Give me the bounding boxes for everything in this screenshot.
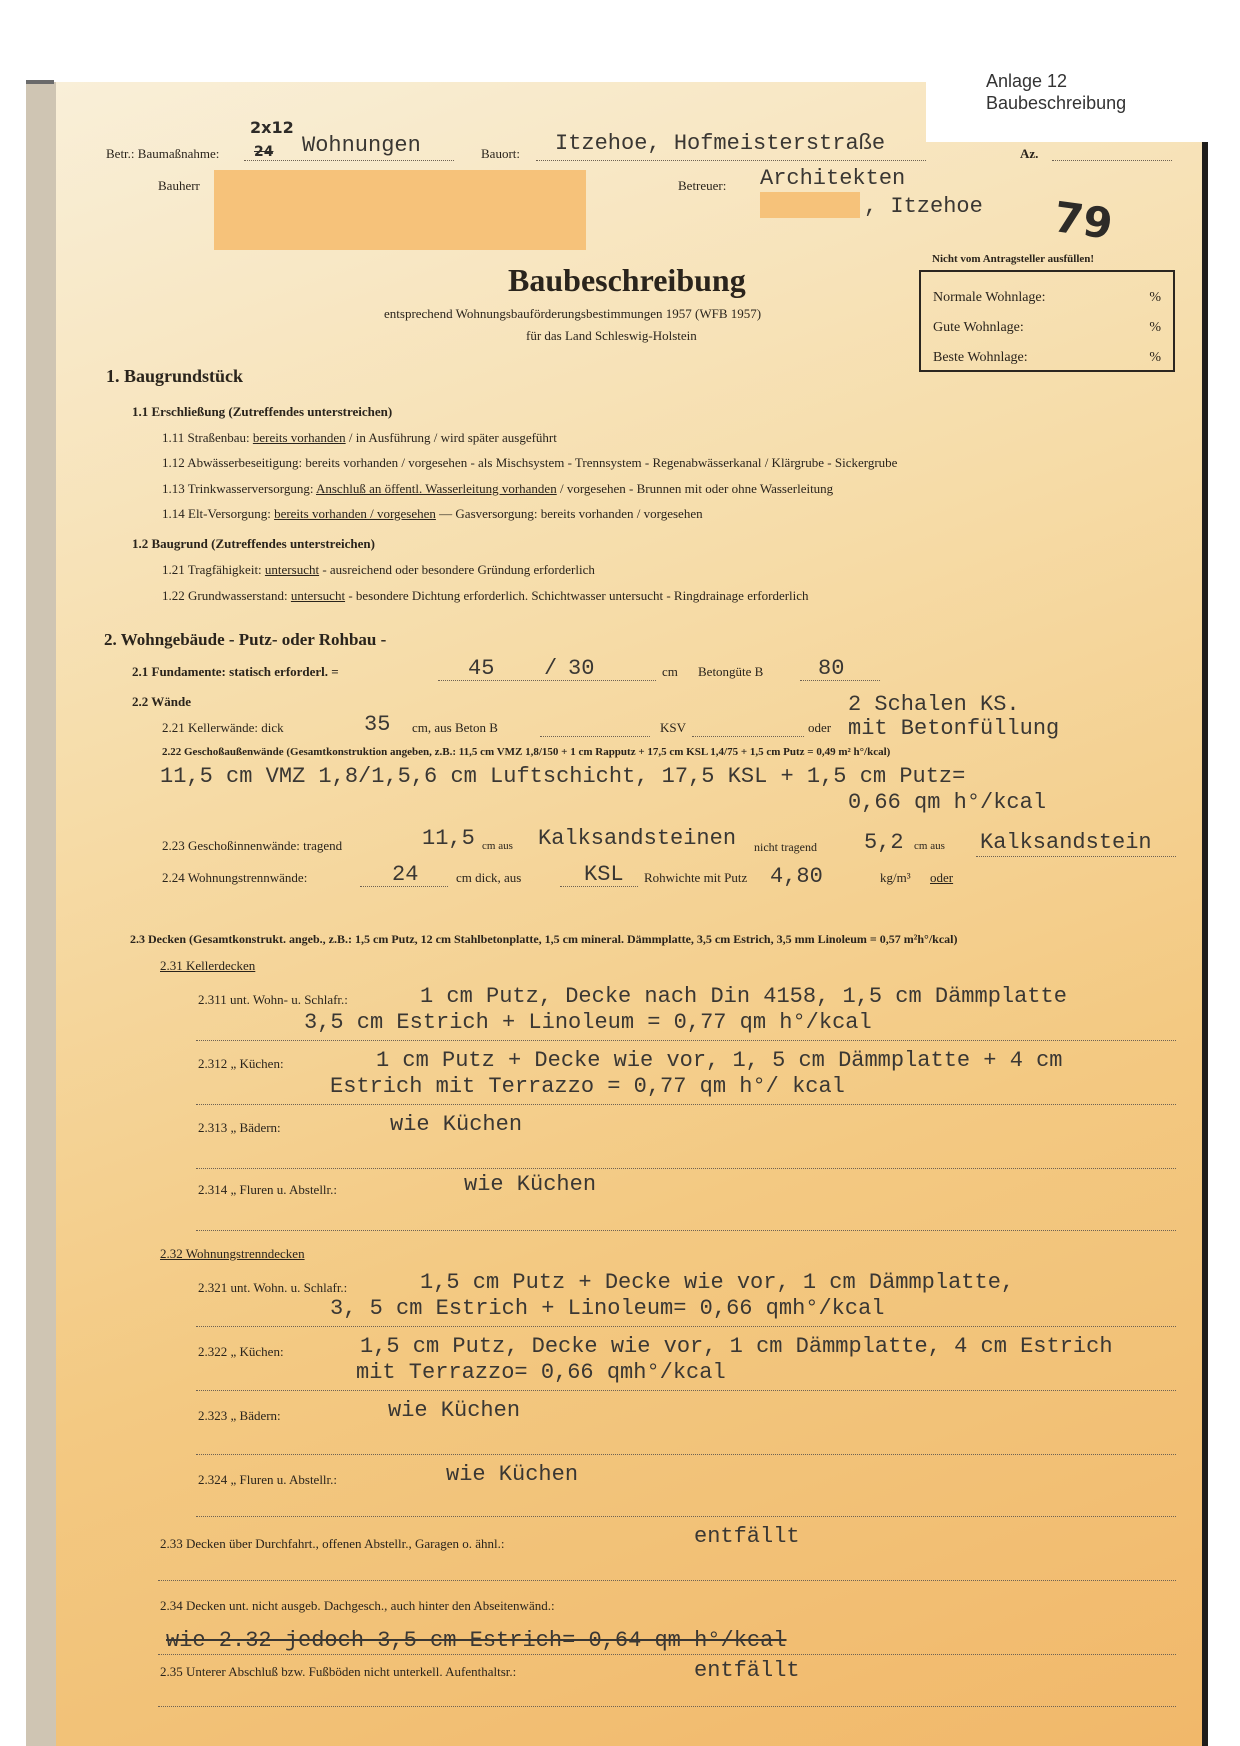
innenwaende-cm-aus-1: cm aus	[482, 840, 513, 852]
geschossaussenwaende-typed-2: 0,66 qm h°/kcal	[848, 790, 1047, 815]
kellerwaende-ksv-line	[692, 736, 804, 737]
td-2321-typed-1: 1,5 cm Putz + Decke wie vor, 1 cm Dämmplatte,	[420, 1270, 1015, 1295]
kd-2313-line	[196, 1168, 1176, 1169]
kd-2314-typed: wie Küchen	[464, 1172, 597, 1197]
td-2323-typed: wie Küchen	[388, 1398, 521, 1423]
betreuer-label: Betreuer:	[678, 178, 727, 193]
wohnlage-beste-unit: %	[1149, 350, 1161, 365]
td-2323-line	[196, 1454, 1176, 1455]
trenndecken-heading: 2.32 Wohnungstrenndecken	[160, 1246, 305, 1261]
geschossaussenwaende-label: 2.22 Geschoßaußenwände (Gesamtkonstruktion angeben, z.B.: 11,5 cm VMZ 1,8/150 + 1 cm Rapputz + 17,5 cm KSL 1,4/75 + 1,5 cm Putz = 0,49 m² h°/kcal)	[162, 746, 891, 758]
waende-heading: 2.2 Wände	[132, 694, 191, 709]
d-235-label: 2.35 Unterer Abschluß bzw. Fußböden nicht unterkell. Aufenthaltsr.:	[160, 1664, 517, 1679]
betreuer-line2: , Itzehoe	[864, 194, 983, 219]
kd-2311-typed-2: 3,5 cm Estrich + Linoleum = 0,77 qm h°/kcal	[304, 1010, 872, 1035]
decken-heading: 2.3 Decken (Gesamtkonstrukt. angeb., z.B.: 1,5 cm Putz, 12 cm Stahlbetonplatte, 1,5 cm mineral. Dämmplatte, 3,5 cm Estrich, 3,5 mm Linoleum = 0,57 m²h°/kcal)	[130, 932, 958, 946]
measure-value: Wohnungen	[302, 133, 421, 158]
kd-2312-typed-2: Estrich mit Terrazzo = 0,77 qm h°/ kcal	[330, 1074, 845, 1099]
az-line	[1052, 160, 1172, 161]
td-2321-label: 2.321 unt. Wohn. u. Schlafr.:	[198, 1280, 348, 1295]
doc-title: Baubeschreibung	[508, 262, 746, 298]
bauort-line	[536, 160, 926, 161]
trennwaende-mat-line	[560, 886, 638, 887]
betongute-label: Betongüte B	[698, 664, 764, 679]
line-1-14: 1.14 Elt-Versorgung: bereits vorhanden / vorgesehen — Gasversorgung: bereits vorhanden / vorgesehen	[162, 506, 703, 521]
section-1-1-heading: 1.1 Erschließung (Zutreffendes unterstreichen)	[132, 404, 393, 419]
hand-count: 2x12	[250, 118, 294, 137]
section-2-heading: 2. Wohngebäude - Putz- oder Rohbau -	[104, 630, 387, 649]
annex-line1: Anlage 12	[986, 71, 1068, 91]
line-1-22: 1.22 Grundwasserstand: untersucht - besondere Dichtung erforderlich. Schichtwasser untersucht - Ringdrainage erforderlich	[162, 588, 809, 603]
kd-2312-typed-1: 1 cm Putz + Decke wie vor, 1, 5 cm Dämmplatte + 4 cm	[376, 1048, 1063, 1073]
kd-2313-label: 2.313 „ Bädern:	[198, 1120, 281, 1135]
d-234-typed: wie 2.32 jedoch 3,5 cm Estrich= 0,64 qm h°/kcal	[166, 1628, 787, 1653]
bauherr-label: Bauherr	[158, 178, 200, 193]
kellerwaende-typed-2: mit Betonfüllung	[848, 716, 1060, 741]
innenwaende-label: 2.23 Geschoßinnenwände: tragend	[162, 838, 343, 853]
az-label: Az.	[1020, 146, 1039, 161]
kellerwaende-label: 2.21 Kellerwände: dick	[162, 720, 284, 735]
page-edge	[1202, 140, 1208, 1746]
d-233-typed: entfällt	[694, 1524, 800, 1549]
wohnlage-box	[919, 270, 1175, 372]
kellerwaende-mid: cm, aus Beton B	[412, 720, 498, 735]
office-use-note: Nicht vom Antragsteller ausfüllen!	[932, 253, 1095, 265]
line-1-13: 1.13 Trinkwasserversorgung: Anschluß an öffentl. Wasserleitung vorhanden / vorgesehen - Brunnen mit oder ohne Wasserleitung	[162, 481, 834, 496]
trennwaende-val: 24	[392, 862, 419, 887]
kd-2311-line	[196, 1040, 1176, 1041]
redacted-betreuer	[760, 192, 860, 218]
annex-label	[926, 62, 1226, 142]
line-1-11: 1.11 Straßenbau: bereits vorhanden / in Ausführung / wird später ausgeführt	[162, 430, 557, 445]
wohnlage-normal-label: Normale Wohnlage:	[933, 290, 1046, 305]
kellerwaende-beton-line	[540, 736, 650, 737]
kd-2312-label: 2.312 „ Küchen:	[198, 1056, 284, 1071]
fundamente-val1: 45	[468, 656, 495, 681]
wohnlage-gute-unit: %	[1149, 320, 1161, 335]
wohnlage-gute-label: Gute Wohnlage:	[933, 320, 1024, 335]
innenwaende-val2: 5,2	[864, 830, 904, 855]
d-235-line	[158, 1706, 1176, 1707]
td-2322-label: 2.322 „ Küchen:	[198, 1344, 284, 1359]
hand-number: 79	[1050, 192, 1116, 249]
trennwaende-val-line	[360, 886, 448, 887]
d-233-line	[158, 1580, 1176, 1581]
top-rule	[26, 80, 54, 84]
doc-subtitle-1: entsprechend Wohnungsbauförderungsbestimmungen 1957 (WFB 1957)	[384, 306, 762, 321]
kellerwaende-oder: oder	[808, 720, 832, 735]
annex-line2: Baubeschreibung	[986, 93, 1127, 113]
trennwaende-label: 2.24 Wohnungstrennwände:	[162, 870, 308, 885]
kd-2311-label: 2.311 unt. Wohn- u. Schlafr.:	[198, 992, 348, 1007]
trennwaende-mid: cm dick, aus	[456, 870, 522, 885]
trennwaende-mat: KSL	[584, 862, 624, 887]
hand-old-count: 24	[254, 144, 274, 160]
kellerwaende-typed-1: 2 Schalen KS.	[848, 692, 1020, 717]
innenwaende-val1: 11,5	[422, 826, 475, 851]
kd-2313-typed: wie Küchen	[390, 1112, 523, 1137]
fundamente-val2: 30	[568, 656, 595, 681]
d-234-line	[158, 1654, 1176, 1655]
section-1-heading: 1. Baugrundstück	[106, 366, 244, 386]
trennwaende-oder: oder	[930, 870, 954, 885]
td-2322-typed-1: 1,5 cm Putz, Decke wie vor, 1 cm Dämmplatte, 4 cm Estrich	[360, 1334, 1113, 1359]
innenwaende-nicht-tragend: nicht tragend	[754, 840, 817, 854]
redacted-bauherr	[214, 170, 586, 250]
kd-2311-typed-1: 1 cm Putz, Decke nach Din 4158, 1,5 cm Dämmplatte	[420, 984, 1067, 1009]
kd-2314-label: 2.314 „ Fluren u. Abstellr.:	[198, 1182, 338, 1197]
fundamente-label: 2.1 Fundamente: statisch erforderl. =	[132, 664, 339, 679]
td-2321-line	[196, 1326, 1176, 1327]
innenwaende-line	[976, 856, 1176, 857]
kellerwaende-ksv: KSV	[660, 720, 687, 735]
kd-2314-line	[196, 1230, 1176, 1231]
line-1-12: 1.12 Abwässerbeseitigung: bereits vorhanden / vorgesehen - als Mischsystem - Trennsystem - Regenabwässerkanal / Klärgrube - Sickergrube	[162, 455, 898, 470]
bauort-value: Itzehoe, Hofmeisterstraße	[555, 131, 886, 156]
wohnlage-beste-label: Beste Wohnlage:	[933, 350, 1028, 365]
kellerdecken-heading: 2.31 Kellerdecken	[160, 958, 256, 973]
fundamente-sep: /	[544, 656, 558, 681]
wohnlage-normal-unit: %	[1149, 290, 1161, 305]
td-2323-label: 2.323 „ Bädern:	[198, 1408, 281, 1423]
bauort-label: Bauort:	[481, 146, 520, 161]
kd-2312-line	[196, 1104, 1176, 1105]
fundamente-line	[438, 680, 656, 681]
td-2322-line	[196, 1390, 1176, 1391]
doc-subtitle-2: für das Land Schleswig-Holstein	[526, 328, 697, 343]
line-1-21: 1.21 Tragfähigkeit: untersucht - ausreichend oder besondere Gründung erforderlich	[162, 562, 595, 577]
trennwaende-rw-label: Rohwichte mit Putz	[644, 870, 748, 885]
betongute-value: 80	[818, 656, 845, 681]
innenwaende-mat1: Kalksandsteinen	[538, 826, 737, 851]
trennwaende-rw-val: 4,80	[770, 864, 823, 889]
kellerwaende-val: 35	[364, 712, 391, 737]
td-2322-typed-2: mit Terrazzo= 0,66 qmh°/kcal	[356, 1360, 726, 1385]
d-233-label: 2.33 Decken über Durchfahrt., offenen Abstellr., Garagen o. ähnl.:	[160, 1536, 505, 1551]
d-234-label: 2.34 Decken unt. nicht ausgeb. Dachgesch., auch hinter den Abseitenwänd.:	[160, 1598, 555, 1613]
betreuer-line1: Architekten	[760, 166, 906, 191]
betr-label: Betr.: Baumaßnahme:	[106, 146, 220, 161]
trennwaende-unit: kg/m³	[880, 870, 911, 885]
d-235-typed: entfällt	[694, 1658, 800, 1683]
geschossaussenwaende-typed-1: 11,5 cm VMZ 1,8/1,5,6 cm Luftschicht, 17,5 KSL + 1,5 cm Putz=	[160, 764, 966, 789]
td-2324-typed: wie Küchen	[446, 1462, 579, 1487]
innenwaende-cm-aus-2: cm aus	[914, 840, 945, 852]
betongute-line	[800, 680, 880, 681]
td-2324-label: 2.324 „ Fluren u. Abstellr.:	[198, 1472, 338, 1487]
fundamente-unit: cm	[662, 664, 678, 679]
innenwaende-mat2: Kalksandstein	[980, 830, 1152, 855]
td-2321-typed-2: 3, 5 cm Estrich + Linoleum= 0,66 qmh°/kcal	[330, 1296, 885, 1321]
measure-line	[244, 160, 454, 161]
section-1-2-heading: 1.2 Baugrund (Zutreffendes unterstreichen)	[132, 536, 375, 551]
td-2324-line	[196, 1516, 1176, 1517]
